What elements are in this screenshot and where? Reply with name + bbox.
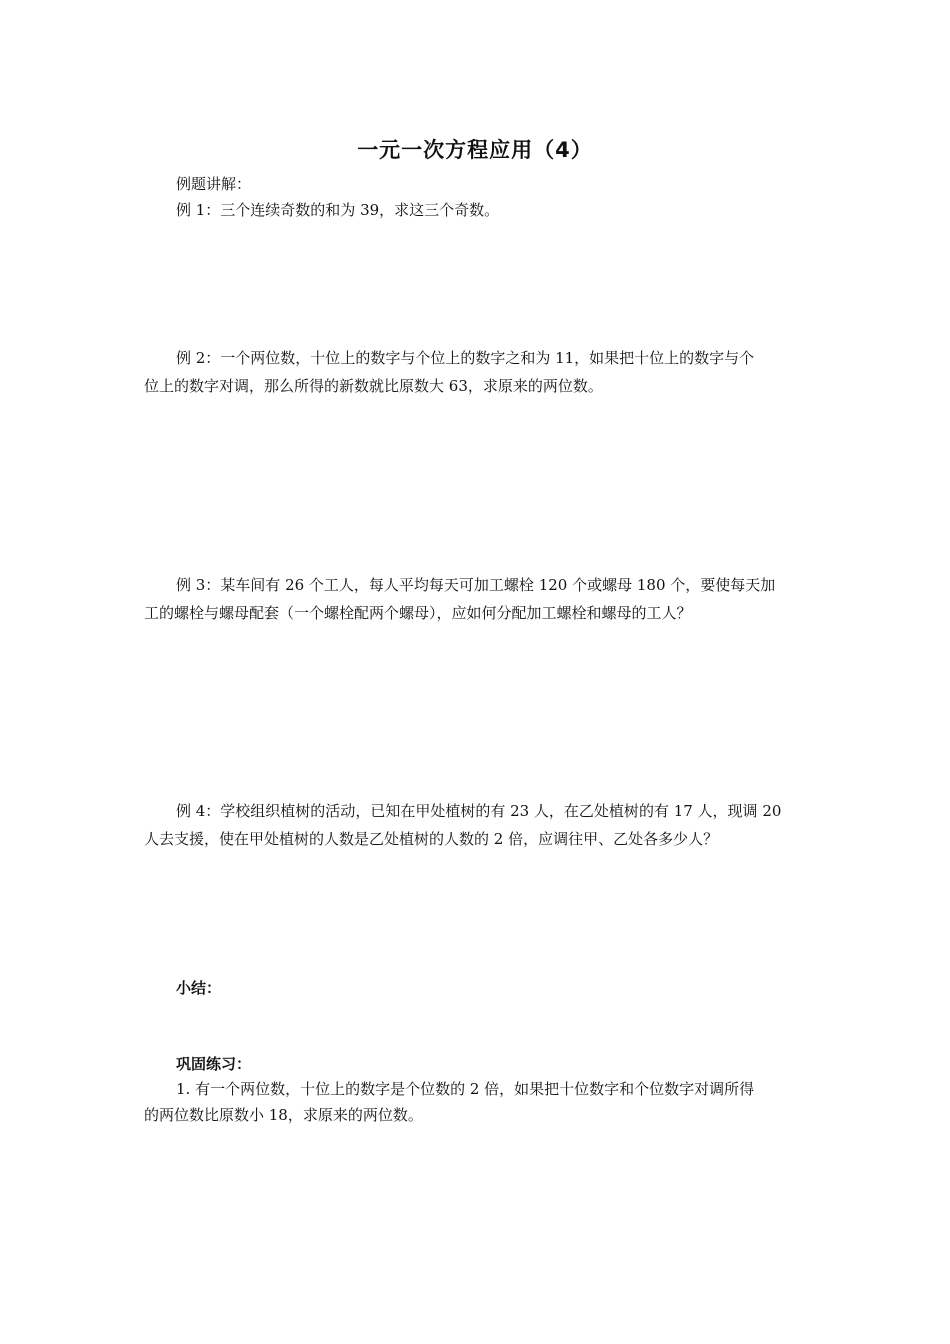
- practice-1-line-2: 的两位数比原数小 18，求原来的两位数。: [144, 1106, 423, 1124]
- example-4-line-2: 人去支援，使在甲处植树的人数是乙处植树的人数的 2 倍，应调往甲、乙处各多少人？: [144, 830, 719, 848]
- example-2-line-2: 位上的数字对调，那么所得的新数就比原数大 63，求原来的两位数。: [144, 377, 603, 395]
- summary-heading: 小结：: [176, 979, 222, 997]
- section-heading-examples: 例题讲解：: [176, 175, 252, 193]
- practice-1-line-1: 1. 有一个两位数，十位上的数字是个位数的 2 倍，如果把十位数字和个位数字对调所得: [176, 1080, 755, 1098]
- page-title: 一元一次方程应用（4）: [357, 138, 593, 162]
- practice-heading: 巩固练习：: [176, 1055, 252, 1073]
- example-2-line-1: 例 2：一个两位数，十位上的数字与个位上的数字之和为 11，如果把十位上的数字与个: [176, 349, 755, 367]
- example-3-line-2: 工的螺栓与螺母配套（一个螺栓配两个螺母），应如何分配加工螺栓和螺母的工人？: [144, 604, 692, 622]
- example-3-line-1: 例 3：某车间有 26 个工人，每人平均每天可加工螺栓 120 个或螺母 180 个，要使每天加: [176, 576, 776, 594]
- example-1: 例 1：三个连续奇数的和为 39，求这三个奇数。: [176, 201, 500, 219]
- example-4-line-1: 例 4：学校组织植树的活动，已知在甲处植树的有 23 人，在乙处植树的有 17 人，现调 20: [176, 802, 782, 820]
